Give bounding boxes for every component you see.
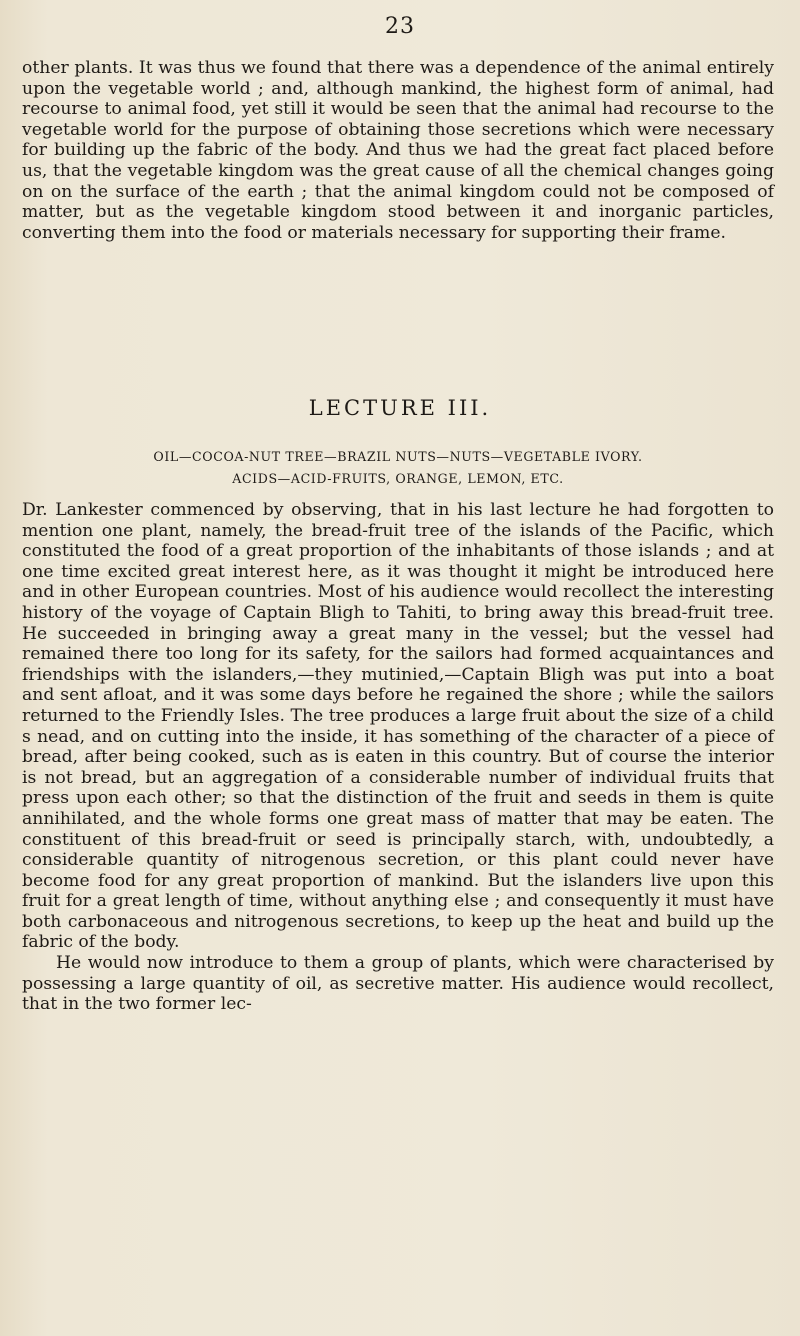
- lecture-subheading: [22, 446, 774, 490]
- subheading-line-1: OIL—COCOA-NUT TREE—BRAZIL NUTS—NUTS—VEGETABLE IVORY.: [153, 449, 643, 464]
- body-paragraph-1: Dr. Lankester commenced by observing, that in his last lecture he had forgotten to mention one plant, namely, the bread-fruit tree of the islands of the Pacific, which constituted the food of a great proportion of the inhabitants of those islands ; and at one time excited great interest here, as it was thought it might be introduced here and in other European countries. Most of his audience would recollect the interesting history of the voyage of Captain Bligh to Tahiti, to bring away this bread-fruit tree. He succeeded in bringing away a great many in the vessel; but the vessel had remained there too long for its safety, for the sailors had formed acquaintances and friendships with the islanders,—they mutinied,—Captain Bligh was put into a boat and sent afloat, and it was some days before he regained the shore ; while the sailors returned to the Friendly Isles. The tree produces a large fruit about the size of a child s nead, and on cutting into the inside, it has something of the character of a piece of bread, after being cooked, such as is eaten in this country. But of course the interior is not bread, but an aggregation of a considerable number of individual fruits that press upon each other; so that the distinction of the fruit and seeds in them is quite annihilated, and the whole forms one great mass of matter that may be eaten. The constituent of this bread-fruit or seed is principally starch, with, undoubtedly, a considerable quantity of nitrogenous secretion, or this plant could never have become food for any great proportion of mankind. But the islanders live upon this fruit for a great length of time, without anything else ; and consequently it must have both carbonaceous and nitrogenous secretions, to keep up the heat and build up the fabric of the body.: [22, 500, 774, 953]
- body-paragraph-2: He would now introduce to them a group of plants, which were characterised by possessing a large quantity of oil, as secretive matter. His audience would recollect, that in the two former lec-: [22, 953, 774, 1015]
- page-number: 23: [385, 14, 415, 39]
- subheading-line-2: ACIDS—ACID-FRUITS, ORANGE, LEMON, ETC.: [232, 471, 564, 486]
- continuation-text: [22, 58, 774, 243]
- lecture-title: LECTURE III.: [308, 396, 492, 420]
- continuation-paragraph: other plants. It was thus we found that there was a dependence of the animal entirely upon the vegetable world ; and, although mankind, the highest form of animal, had recourse to animal food, yet still it would be seen that the animal had recourse to the vegetable world for the purpose of obtaining those secretions which were necessary for building up the fabric of the body. And thus we had the great fact placed before us, that the vegetable kingdom was the great cause of all the chemical changes going on on the surface of the earth ; that the animal kingdom could not be composed of matter, but as the vegetable kingdom stood between it and inorganic particles, converting them into the food or materials necessary for supporting their frame.: [22, 58, 774, 243]
- lecture-body: [22, 500, 774, 1015]
